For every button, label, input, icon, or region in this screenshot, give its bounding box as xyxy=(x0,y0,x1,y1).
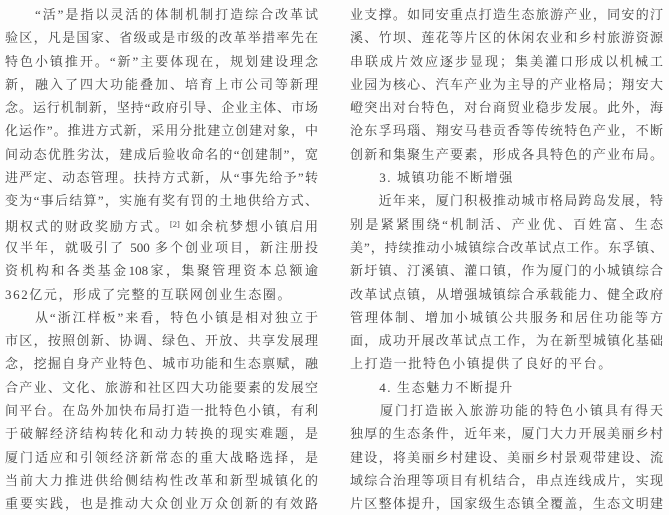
footnote-marker: [2] xyxy=(169,218,180,229)
text-column-right xyxy=(350,3,663,515)
text-line: 变为“事后结算”，实施有奖有罚的土地供给方式、 xyxy=(5,193,318,209)
section-heading: 3. 城镇功能不断增强 xyxy=(350,170,514,186)
text-line: 沧东孚玛瑙、翔安马巷贡香等传统特色产业，不断 xyxy=(350,123,663,139)
text-line: 验区，凡是国家、省级或是市级的改革举措率先在 xyxy=(5,30,318,46)
text-line: 片区整体提升，国家级生态镇全覆盖，生态文明建 xyxy=(350,496,663,512)
text-line: 合产业、文化、旅游和社区四大功能要素的发展空 xyxy=(5,379,318,395)
text-line: 新圩镇、汀溪镇、灌口镇，作为厦门的小城镇综合 xyxy=(350,263,663,279)
text-line: 近年来，厦门积极推动城市格局跨岛发展，特 xyxy=(350,193,663,209)
text-line: 业园为核心、汽车产业为主导的产业格局；翔安大 xyxy=(350,76,663,92)
text-line: 厦门适应和引领经济新常态的重大战略选择，是 xyxy=(5,449,318,465)
section-heading: 4. 生态魅力不断提升 xyxy=(350,379,514,395)
text-line: 进严定、动态管理。扶持方式新，从“事先给予”转 xyxy=(5,170,318,186)
text-segment: 期权式的财政奖励方式。 xyxy=(5,218,170,234)
text-line: 重要实践，也是推动大众创业万众创新的有效路 xyxy=(5,496,318,512)
text-line: 362亿元，形成了完整的互联网创业生态圈。 xyxy=(5,286,293,302)
text-line: 间平台。在岛外加快布局打造一批特色小镇，有利 xyxy=(5,403,318,419)
text-line: 嶝突出对台特色，对台商贸业稳步发展。此外，海 xyxy=(350,100,663,116)
text-line: “活”是指以灵活的体制机制打造综合改革试 xyxy=(5,7,318,22)
text-column-left xyxy=(5,3,318,515)
text-line xyxy=(5,213,318,236)
text-line: 建设，将美丽乡村建设、美丽乡村景观带建设、流 xyxy=(350,449,663,465)
text-segment: 如余杭梦想小镇启用 xyxy=(179,218,318,234)
text-line: 创新和集聚生产要素，形成各具特色的产业布局。 xyxy=(350,146,663,162)
text-line: 资机构和各类基金108家，集聚管理资本总额逾 xyxy=(5,263,318,279)
text-line: 独厚的生态条件，近年来，厦门大力开展美丽乡村 xyxy=(350,426,663,442)
text-line: 化运作”。推进方式新，采用分批建立创建对象，中 xyxy=(5,123,318,139)
text-line: 从“浙江样板”来看，特色小镇是相对独立于 xyxy=(5,309,318,325)
text-line: 念，挖掘自身产业特色、城市功能和生态禀赋，融 xyxy=(5,356,318,372)
text-line: 市区，按照创新、协调、绿色、开放、共享发展理 xyxy=(5,333,318,349)
text-line: 新，融入了四大功能叠加、培育上市公司等新理 xyxy=(5,76,318,92)
text-line: 上打造一批特色小镇提供了良好的平台。 xyxy=(350,356,613,372)
text-line: 厦门打造嵌入旅游功能的特色小镇具有得天 xyxy=(350,403,663,419)
text-line: 于破解经济结构转化和动力转换的现实难题，是 xyxy=(5,426,318,442)
text-line: 面，成功开展改革试点工作，为在新型城镇化基础 xyxy=(350,333,663,349)
text-line: 特色小镇推开。“新”主要体现在，规划建设理念 xyxy=(5,53,318,69)
text-line: 当前大力推进供给侧结构性改革和新型城镇化的 xyxy=(5,472,318,488)
text-line: 改革试点镇，从增强城镇综合承载能力、健全政府 xyxy=(350,286,663,302)
text-line: 域综合治理等项目有机结合，串点连线成片，实现 xyxy=(350,472,663,488)
text-line: 美”，持续推动小城镇综合改革试点工作。东孚镇、 xyxy=(350,239,663,255)
text-line: 溪、竹坝、莲花等片区的休闲农业和乡村旅游资源 xyxy=(350,30,663,46)
text-line: 串联成片效应逐步显现；集美灌口形成以机械工 xyxy=(350,53,663,69)
text-line: 别是紧紧围绕“机制活、产业优、百姓富、生态 xyxy=(350,216,663,232)
text-line: 念。运行机制新，坚持“政府引导、企业主体、市场 xyxy=(5,100,318,116)
text-line: 业支撑。如同安重点打造生态旅游产业，同安的汀 xyxy=(350,7,663,22)
text-line: 仅半年，就吸引了 500 多个创业项目，新注册投 xyxy=(5,239,318,255)
text-line: 管理体制、增加小城镇公共服务和居住功能等方 xyxy=(350,309,663,325)
text-line: 间动态优胜劣汰，建成后验收命名的“创建制”，宽 xyxy=(5,146,318,162)
